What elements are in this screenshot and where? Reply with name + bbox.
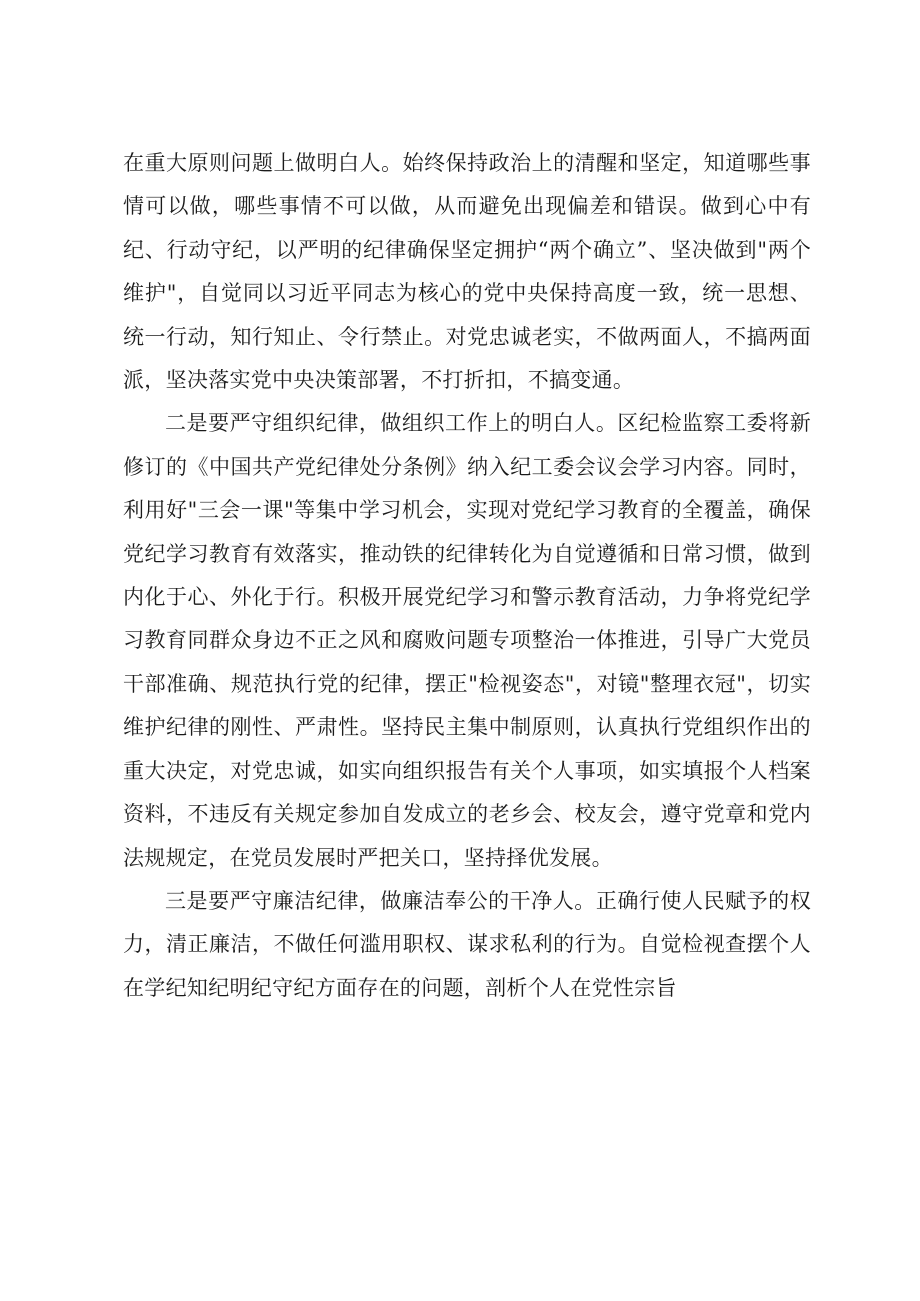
paragraph-integrity-discipline: 三是要严守廉洁纪律，做廉洁奉公的干净人。正确行使人民赋予的权力，清正廉洁，不做任何滥用职权、谋求私利的行为。自觉检视查摆个人在学纪知纪明纪守纪方面存在的问题，剖析个人在党性宗旨 [123, 888, 811, 1000]
paragraph-continuation: 在重大原则问题上做明白人。始终保持政治上的清醒和坚定，知道哪些事情可以做，哪些事情不可以做，从而避免出现偏差和错误。做到心中有纪、行动守纪，以严明的纪律确保坚定拥护“两个确立”、坚决做到"两个维护"，自觉同以习近平同志为核心的党中央保持高度一致，统一思想、统一行动，知行知止、令行禁止。对党忠诚老实，不做两面人，不搞两面派，坚决落实党中央决策部署，不打折扣，不搞变通。 [123, 151, 811, 393]
document-body [123, 142, 811, 1010]
paragraph-organizational-discipline: 二是要严守组织纪律，做组织工作上的明白人。区纪检监察工委将新修订的《中国共产党纪律处分条例》纳入纪工委会议会学习内容。同时，利用好"三会一课"等集中学习机会，实现对党纪学习教育的全覆盖，确保党纪学习教育有效落实，推动铁的纪律转化为自觉遵循和日常习惯，做到内化于心、外化于行。积极开展党纪学习和警示教育活动，力争将党纪学习教育同群众身边不正之风和腐败问题专项整治一体推进，引导广大党员干部准确、规范执行党的纪律，摆正"检视姿态"，对镜"整理衣冠"，切实维护纪律的刚性、严肃性。坚持民主集中制原则，认真执行党组织作出的重大决定，对党忠诚，如实向组织报告有关个人事项，如实填报个人档案资料，不违反有关规定参加自发成立的老乡会、校友会，遵守党章和党内法规规定，在党员发展时严把关口，坚持择优发展。 [123, 411, 811, 870]
